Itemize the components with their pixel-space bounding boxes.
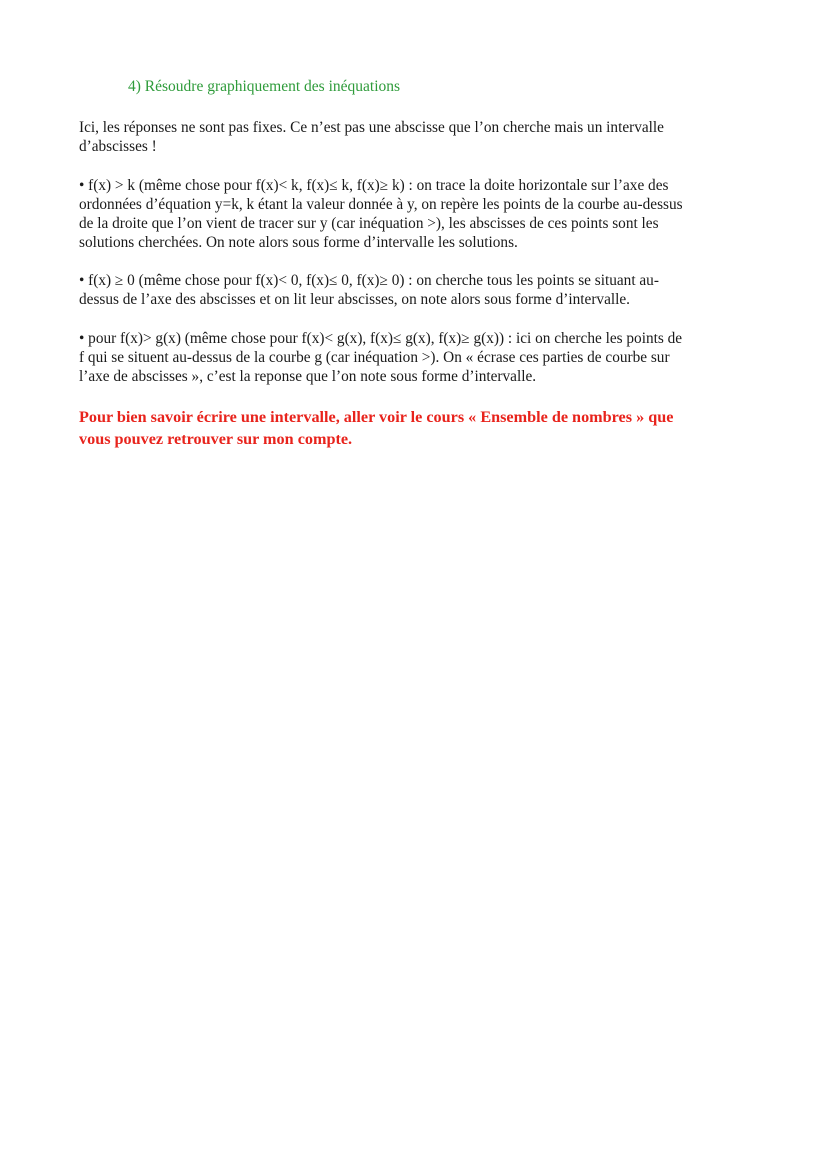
note-line: vous pouvez retrouver sur mon compte. bbox=[79, 430, 353, 448]
text-line: dessus de l’axe des abscisses et on lit leur abscisses, on note alors sous forme d’intervalle. bbox=[79, 291, 630, 308]
intro-paragraph bbox=[79, 118, 759, 156]
text-line: l’axe de abscisses », c’est la reponse que l’on note sous forme d’intervalle. bbox=[79, 368, 537, 385]
text-line: d’abscisses ! bbox=[79, 138, 157, 155]
bullet-f-greater-g bbox=[79, 329, 759, 386]
text-line: f qui se situent au-dessus de la courbe g (car inéquation >). On « écrase ces parties de courbe sur bbox=[79, 349, 670, 366]
section-heading: 4) Résoudre graphiquement des inéquations bbox=[128, 78, 401, 95]
text-line: Ici, les réponses ne sont pas fixes. Ce n’est pas une abscisse que l’on cherche mais un intervalle bbox=[79, 119, 664, 136]
text-line: • f(x) ≥ 0 (même chose pour f(x)< 0, f(x)≤ 0, f(x)≥ 0) : on cherche tous les points se situant au- bbox=[79, 272, 659, 289]
text-line: de la droite que l’on vient de tracer sur y (car inéquation >), les abscisses de ces points sont les bbox=[79, 215, 659, 232]
course-reference-note bbox=[79, 406, 769, 450]
note-line: Pour bien savoir écrire une intervalle, aller voir le cours « Ensemble de nombres » que bbox=[79, 408, 674, 426]
bullet-f-greater-zero bbox=[79, 271, 759, 309]
text-line: ordonnées d’équation y=k, k étant la valeur donnée à y, on repère les points de la courbe au-dessus bbox=[79, 196, 683, 213]
bullet-f-greater-k bbox=[79, 176, 759, 252]
text-line: • pour f(x)> g(x) (même chose pour f(x)< g(x), f(x)≤ g(x), f(x)≥ g(x)) : ici on cherche les points de bbox=[79, 330, 683, 347]
text-line: • f(x) > k (même chose pour f(x)< k, f(x)≤ k, f(x)≥ k) : on trace la doite horizontale sur l’axe des bbox=[79, 177, 669, 194]
text-line: solutions cherchées. On note alors sous forme d’intervalle les solutions. bbox=[79, 234, 518, 251]
